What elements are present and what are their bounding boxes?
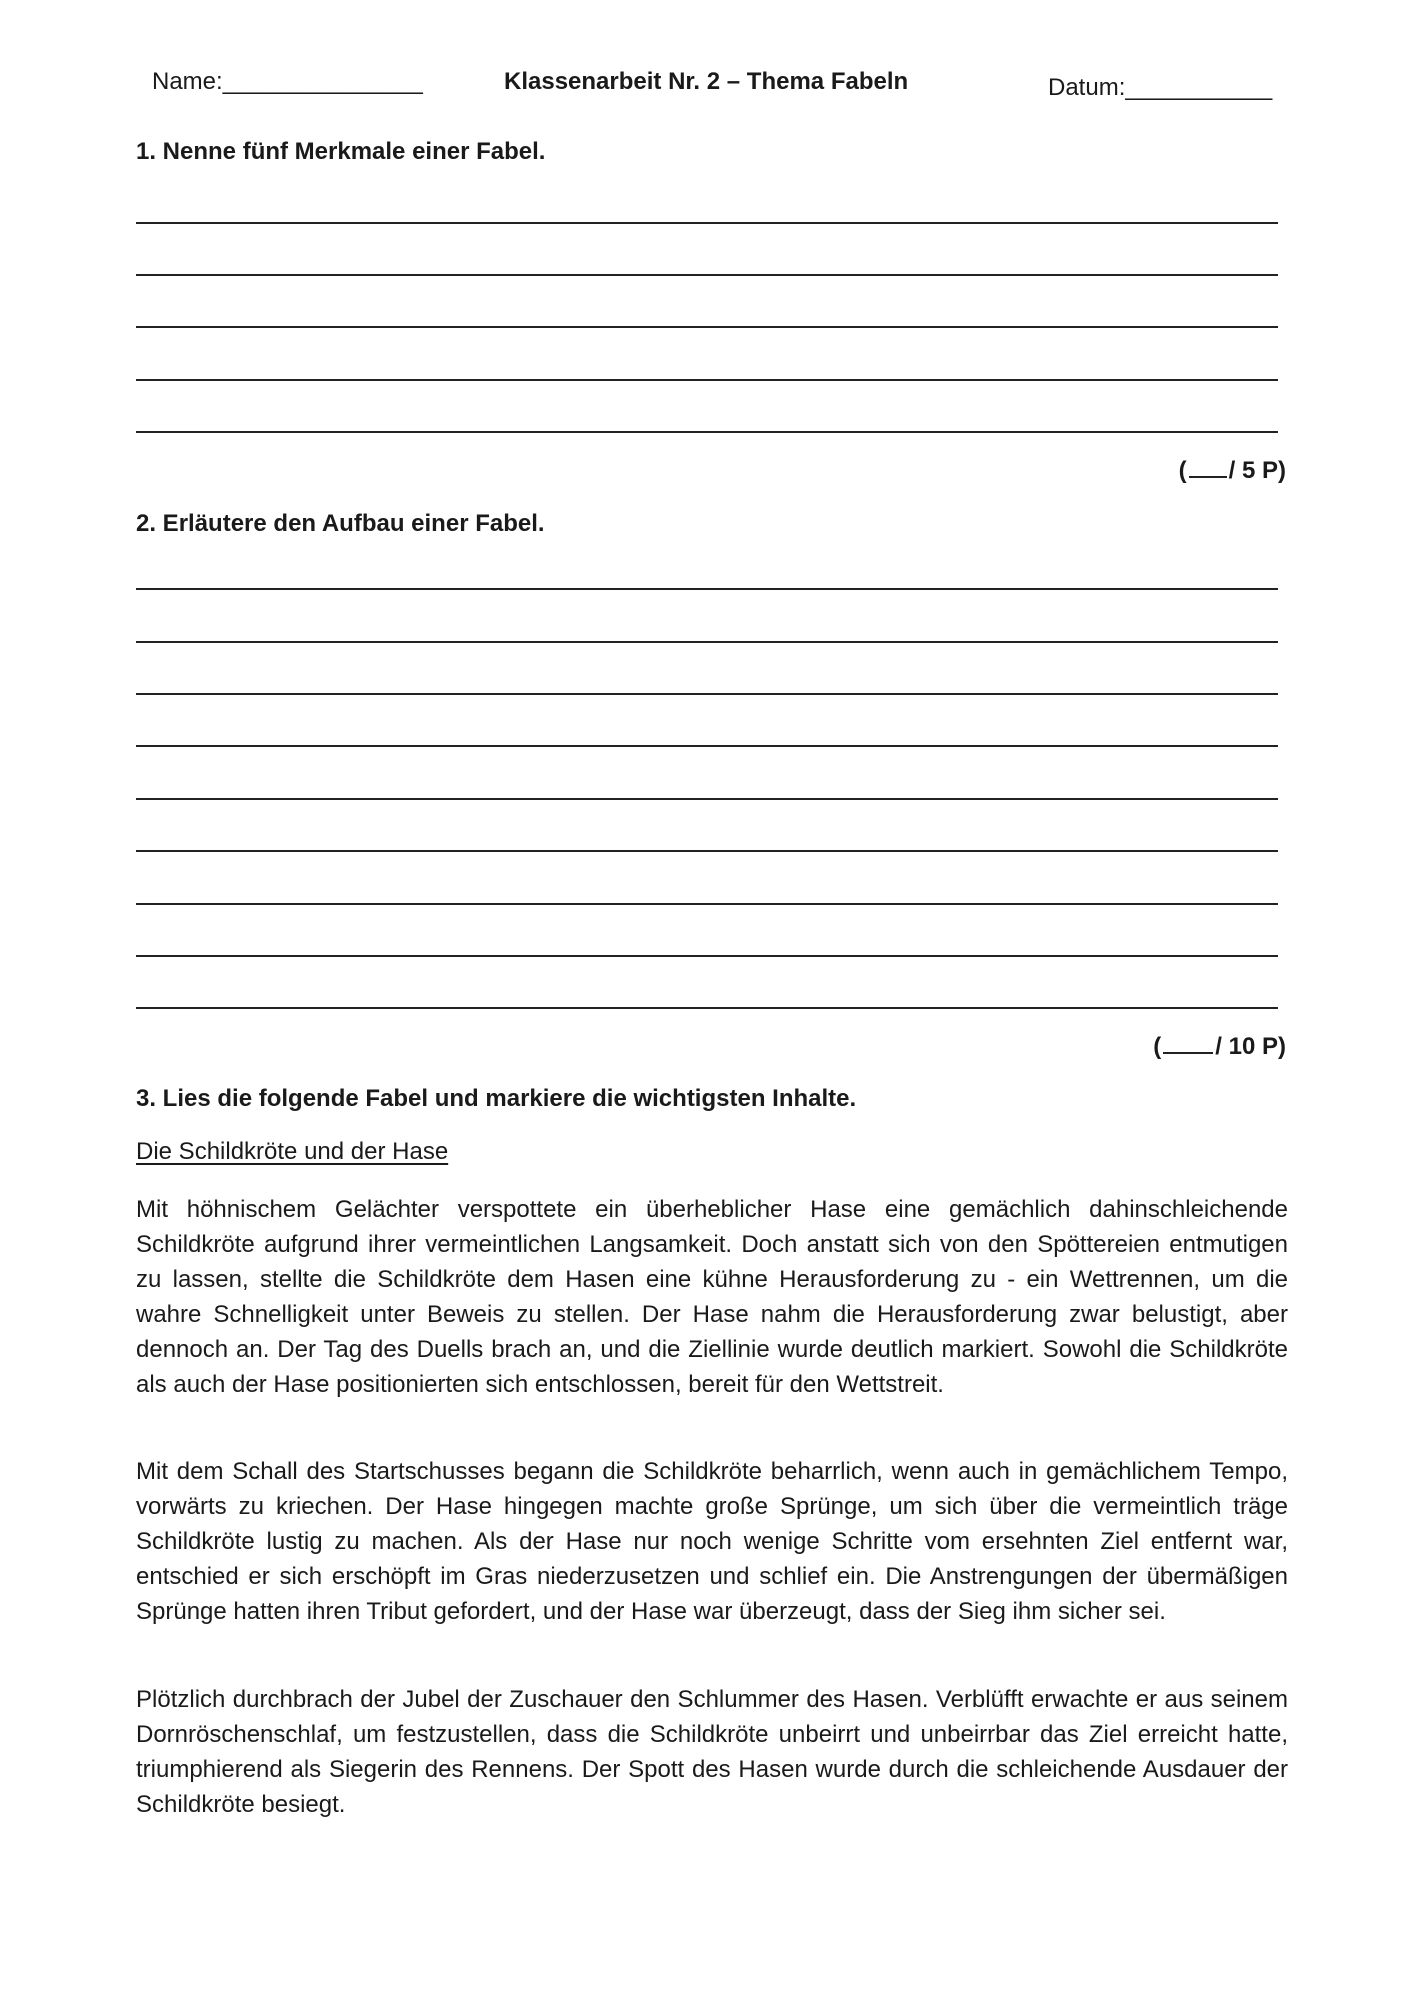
score-blank[interactable] bbox=[1189, 456, 1227, 478]
name-field-label: Name:_______________ bbox=[152, 68, 423, 95]
answer-line[interactable] bbox=[136, 850, 1278, 852]
points-open: ( bbox=[1153, 1033, 1162, 1060]
question-3: 3. Lies die folgende Fabel und markiere die wichtigsten Inhalte. bbox=[136, 1085, 857, 1112]
answer-line[interactable] bbox=[136, 641, 1278, 643]
answer-line[interactable] bbox=[136, 1007, 1278, 1009]
answer-line[interactable] bbox=[136, 274, 1278, 276]
answer-line[interactable] bbox=[136, 588, 1278, 590]
answer-line[interactable] bbox=[136, 798, 1278, 800]
answer-line[interactable] bbox=[136, 222, 1278, 224]
score-blank[interactable] bbox=[1163, 1032, 1213, 1054]
answer-line[interactable] bbox=[136, 431, 1278, 433]
date-field-label: Datum:___________ bbox=[1048, 74, 1273, 101]
question-2: 2. Erläutere den Aufbau einer Fabel. bbox=[136, 510, 545, 537]
fable-paragraph: Mit höhnischem Gelächter verspottete ein überheblicher Hase eine gemächlich dahinschleichende Schildkröte aufgrund ihrer vermeintlichen Langsamkeit. Doch anstatt sich von den Spöttereien entmutigen zu lassen, stellte die Schildkröte dem Hasen eine kühne Herausforderung zu - ein Wettrennen, um die wahre Schnelligkeit unter Beweis zu stellen. Der Hase nahm die Herausforderung zwar belustigt, aber dennoch an. Der Tag des Duells brach an, und die Ziellinie wurde deutlich markiert. Sowohl die Schildkröte als auch der Hase positionierten sich entschlossen, bereit für den Wettstreit. bbox=[136, 1196, 1288, 1398]
fable-title: Die Schildkröte und der Hase bbox=[136, 1138, 449, 1165]
worksheet-title: Klassenarbeit Nr. 2 – Thema Fabeln bbox=[504, 68, 909, 95]
answer-line[interactable] bbox=[136, 745, 1278, 747]
question-2-points bbox=[1153, 1032, 1286, 1061]
fable-paragraph: Plötzlich durchbrach der Jubel der Zuschauer den Schlummer des Hasen. Verblüfft erwachte er aus seinem Dornröschenschlaf, um festzustellen, dass die Schildkröte unbeirrt und unbeirrbar das Ziel erreicht hatte, triumphierend als Siegerin des Rennens. Der Spott des Hasen wurde durch die schleichende Ausdauer der Schildkröte besiegt. bbox=[136, 1686, 1288, 1818]
fable-paragraph: Mit dem Schall des Startschusses begann die Schildkröte beharrlich, wenn auch in gemächlichem Tempo, vorwärts zu kriechen. Der Hase hingegen machte große Sprünge, um sich über die vermeintlich träge Schildkröte lustig zu machen. Als der Hase nur noch wenige Schritte vom ersehnten Ziel entfernt war, entschied er sich erschöpft im Gras niederzusetzen und schlief ein. Die Anstrengungen der übermäßigen Sprünge hatten ihren Tribut gefordert, und der Hase war überzeugt, dass der Sieg ihm sicher sei. bbox=[136, 1458, 1288, 1625]
points-total: / 5 P) bbox=[1228, 457, 1286, 484]
answer-line[interactable] bbox=[136, 379, 1278, 381]
question-1-points bbox=[1179, 456, 1286, 485]
points-open: ( bbox=[1178, 457, 1187, 484]
answer-line[interactable] bbox=[136, 693, 1278, 695]
answer-line[interactable] bbox=[136, 326, 1278, 328]
answer-line[interactable] bbox=[136, 903, 1278, 905]
answer-line[interactable] bbox=[136, 955, 1278, 957]
points-total: / 10 P) bbox=[1215, 1033, 1286, 1060]
question-1: 1. Nenne fünf Merkmale einer Fabel. bbox=[136, 138, 546, 165]
